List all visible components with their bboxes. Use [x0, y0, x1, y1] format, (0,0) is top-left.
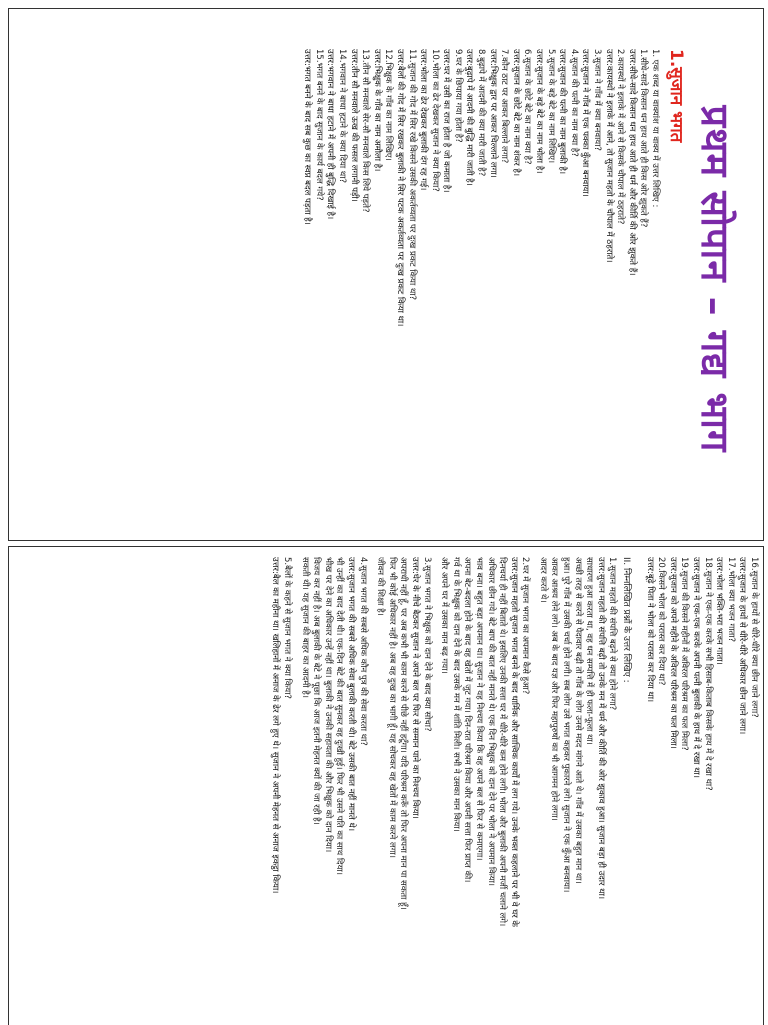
- question-line: अच्छी तरह से करने से पैदावार बढ़ी तो गाँव के लोग उनसे मदद मांगने आते थे। गाँव में उसका बहुत मान था।: [572, 557, 583, 884]
- question-line: 5.सुजान के बड़े बेटे का नाम लिखिए।: [545, 49, 556, 164]
- answer-line: उत्तर:भिक्षुक द्वार पर आकर चिल्लाने लगा।: [487, 49, 498, 178]
- paragraph-gap: [530, 557, 536, 1025]
- question-line: सकती थी। यह सुजान की बाहर का आदमी है।: [299, 557, 310, 698]
- question-line: 1.सीधे-सादे किसान धन हाथ आते ही किस ओर झुकते हैं?: [638, 49, 649, 228]
- question-line: आकर आश्रय लेने लगे। अब के बाद यज्ञ और फिर महापुरुषों का भी आगमन होने लगा।: [549, 557, 560, 821]
- answer-line: उत्तर:बूढ़े पिता ने भोला को परास्त कर दिया था।: [644, 557, 655, 703]
- page-2-content: [13, 557, 759, 1025]
- answer-line: उत्तर:कायस्थों ने इलाके में आने, तो सुजान महतो के चौपाल में ठहराते।: [603, 49, 614, 263]
- question-line: भाव बना। बहुत बड़ा अपमान था। सुजान ने यह निश्चय किया कि वह अपने बल से फिर से कमाएगा।: [473, 557, 484, 861]
- question-line: 4.सुजान की पत्नी का नाम क्या है?: [568, 49, 579, 157]
- answer-line: उत्तर:सीधे-सादे किसान धन हाथ आते ही धर्म और कीर्ति की ओर झुकते हैं।: [626, 49, 637, 276]
- answer-line: उत्तर:सुजान ने गाँव में एक पक्का कुँआ बनवाया।: [580, 49, 591, 197]
- question-line: 3.सुजान भगत ने भिक्षुक को दान देने के बाद क्या सोचा?: [421, 557, 432, 732]
- question-line: 2.घर में सुजान भगत का अपमान कैसे हुआ?: [520, 557, 531, 695]
- question-line: 13.तीन सौ मनवाले सेर-सौ मनवाले किस लिये पड़ते?: [360, 49, 371, 213]
- question-line: 7.कौन ठाट पर आकर बिल्लाने लगा?: [499, 49, 510, 164]
- question-line: आदर करते थे।: [537, 557, 548, 603]
- paragraph-gap: [432, 557, 438, 1025]
- question-line: 5.बैलों के कहने से सुजान भगत ने क्या किया?: [282, 557, 293, 699]
- question-line: 11.सुजान की गोद में सिर रखे किसने उसकी अकर्तव्यता पर दुःख प्रकट किया था?: [406, 49, 417, 301]
- answer-line: उत्तर:सुजान महतो सुजान भगत बनने के बाद धार्मिक और सात्त्विक कार्यों में लग गये। उनके भक्त कहलाने पर भी वे घर के: [508, 557, 519, 927]
- paragraph-gap: [368, 557, 374, 1025]
- question-line: 8.बुढ़ापे में आदमी की क्या मारी जाती है?: [476, 49, 487, 177]
- answer-line: उत्तर:सुजान को अपने महीने के अविरल परिश्रम का फल मिला।: [667, 557, 678, 749]
- question-line: अपना बेट-बदला होने के बाद वह खेतों में जुट गया। दिन-रात परिश्रम किया और अपनी सत्ता फिर प्राप्त की।: [462, 557, 473, 883]
- question-line: 1. एक शब्द या वाक्यांश या वाक्य में उत्तर लिखिए :: [650, 49, 660, 208]
- answer-line: उत्तर:भोला भक्ति-भरा भजन गाता।: [714, 557, 725, 665]
- question-line: गर्व था के भिक्षुक को दान देने के बाद उसके मन में शांति मिली। सभी ने उसका मान किया।: [450, 557, 461, 832]
- question-line: दिनचर्या ही नहीं बिताते थे। इसलिए उनकी सत्ता घर में धीरे-धीरे कम होने लगी। भोला और बुलाकी अपनी मर्जी चलाने लगे।: [497, 557, 508, 927]
- answer-line: उत्तर:बुढ़ापे में आदमी की बुद्धि मारी जाती है।: [464, 49, 475, 186]
- answer-line: उत्तर:सुजान ने एक-एक करके अपनी पत्नी बुलाकी के हाथ में दे रखा था।: [691, 557, 702, 778]
- question-line: 12.भिक्षुक के गाँव का नाम लिखिए।: [383, 49, 394, 161]
- answer-line: उत्तर:भगवान ने बाधा हटाने में अपनी ही बुद्धि दिखाई है।: [325, 49, 336, 220]
- answer-line: उत्तर:सुजान महतो की संपत्ति बढ़ी तो उनके मन में धर्म और कीर्ति की ओर झुकाव हुआ। सुजान बड़ा ही उदार था।: [595, 557, 606, 900]
- page-1-content: [17, 49, 737, 509]
- question-line: 10.भोला का ढेर देखकर सुजान ने क्या किया?: [429, 49, 440, 192]
- answer-line: उत्तर:भिक्षुक के गाँव का नाम अमौला है।: [371, 49, 382, 172]
- question-line: भी उन्हीं का बाद देती थी। एक-दिन बेटे की बात सुनकर वह दुःखी हुई। फिर भी उसने पति का साथ दिया।: [334, 557, 345, 875]
- question-line: 6.सुजान के छोटे बेटे का नाम क्या है?: [522, 49, 533, 165]
- question-line: 2.कायस्थों ने इलाके में आने से किसके चौपाल में ठहराते?: [615, 49, 626, 225]
- page-1: [8, 8, 764, 541]
- question-line: 16.सुजान के हाथों से धीरे-धीरे क्या छीन जाने लगा?: [749, 557, 759, 718]
- question-line: II. निम्नलिखित प्रश्नों के उत्तर लिखिए :: [621, 557, 632, 683]
- answer-line: उत्तर:घर में उसी का राज होता है जो कमाता है।: [441, 49, 452, 193]
- question-line: 17.भोला क्या भजन गाता?: [725, 557, 736, 642]
- question-line: 3.सुजान ने गाँव में क्या बनवाया?: [592, 49, 603, 151]
- page-1-text: [301, 49, 660, 509]
- question-line: 18.सुजान ने एक-एक करके सभी हिसाब-किताब किसके हाथ में दे रखा था?: [702, 557, 713, 791]
- question-line: साधारण हुआ करता था, वह धन सम्पत्ति में ही फला-फूला था।: [584, 557, 595, 745]
- question-line: फिर भी कोई अधिकार नहीं है। अब वह दुःख का भागी हूँ। यह सोचकर वह खेतों में काम करने लगा।: [386, 557, 397, 858]
- answer-line: उत्तर:भगत बनने के बाद सब कुछ का स्वप्न बदल पड़ता है।: [302, 49, 313, 225]
- answer-line: उत्तर:सुजान की पत्नी का नाम बुलाकी है।: [557, 49, 568, 175]
- answer-line: उत्तर:बैलों की गोद में सिर रखकर बुलाकी ने सिर पटक अकर्तव्यता पर दुःख प्रकट किया था।: [394, 49, 405, 327]
- question-line: 15.भगत बनने के बाद सुजान के कार्य बदल गये?: [313, 49, 324, 201]
- question-line: भीख पर देने का अधिकार उन्हें नहीं था। बुलाकी ने उनकी सहायता की और भिक्षुक को दान दिया।: [322, 557, 333, 853]
- answer-line: उत्तर:सुजान के बड़े बेटे का नाम भोला है।: [534, 49, 545, 174]
- question-line: 4.सुजान भगत की सबसे अधिक कौन पुत्र की सेवा करता था?: [357, 557, 368, 746]
- question-line: और अपने घर में उसका मान बढ़ गया।: [439, 557, 450, 674]
- question-line: 9.घर के छिपाया गया होता है?: [452, 49, 463, 143]
- answer-line: उत्तर:घेर के नीचे बैठकर सुजान ने अपने बल पर फिर से सम्मान पाने का निश्चय किया।: [409, 557, 420, 819]
- answer-line: उत्तर:बैल का महीना था। खलिहानों में अनाज के ढेर लगे हुए थे। सुजान ने अपनी मेहनत से अनाज इकट्ठा किया।: [270, 557, 281, 894]
- page-title: प्रथम सोपान – गद्य भाग: [693, 105, 737, 453]
- page-2-text: [269, 557, 759, 1025]
- answer-line: उत्तर:सुजान के हाथों से धीरे-धीरे अधिकार छीन जाने लगा।: [737, 557, 748, 735]
- question-line: हुआ। पुरे गाँव में उसकी चर्चा होने लगी। सब लोग उसे भगत कहकर पुकारने लगे। सुजान ने एक कुँआ बनवाया।: [561, 557, 572, 893]
- question-line: अधिकार छीन गये। बेटे बाप की बात नहीं मानते थे। एक दिन भिक्षुक को दान देने पर भोला ने अपमान किया।: [485, 557, 496, 886]
- answer-line: उत्तर:तीन सौ मनवाले ऊख की फसल लगानी पड़ी।: [348, 49, 359, 202]
- answer-line: उत्तर:सुजान भगत की सबसे अधिक सेवा बुलाकी करती थी। बेटे उसकी बात नहीं मानते थे।: [346, 557, 356, 832]
- question-line: 20.किसने भोला को परास्त कर दिया था?: [656, 557, 667, 686]
- answer-line: उत्तर:भोला का ढेर देखकर बुलाकी दंग रह गई।: [418, 49, 429, 191]
- question-line: अपराधी नहीं हूँ, पर अब कभी भी काम करने से पीछे नहीं हटूँगा। यदि परिश्रम करूँ तो फिर अपना मान पा सकता हूँ।: [398, 557, 409, 910]
- page-2: [8, 546, 764, 1025]
- question-line: 1.सुजान महतो की संपत्ति बढ़ने से क्या होने लगा?: [607, 557, 618, 711]
- question-line: 19.सुजान की किसने महीनों में अविरल परिश्रम का फल मिला?: [679, 557, 690, 751]
- question-line: 14.भगवान ने बाधा हटाने के क्या दिया था?: [336, 49, 347, 183]
- question-line: जीवन की शिक्षा है।: [375, 557, 386, 616]
- chapter-heading: 1.सुजान भगत: [666, 49, 686, 143]
- question-line: विजय कर नहीं है। अब बुलाकी के बेटे ने पूछा कि आज इतनी मेहनत क्यों की जा रही है।: [311, 557, 322, 825]
- answer-line: उत्तर:सुजान के छोटे बेटे का नाम शंकर है।: [510, 49, 521, 177]
